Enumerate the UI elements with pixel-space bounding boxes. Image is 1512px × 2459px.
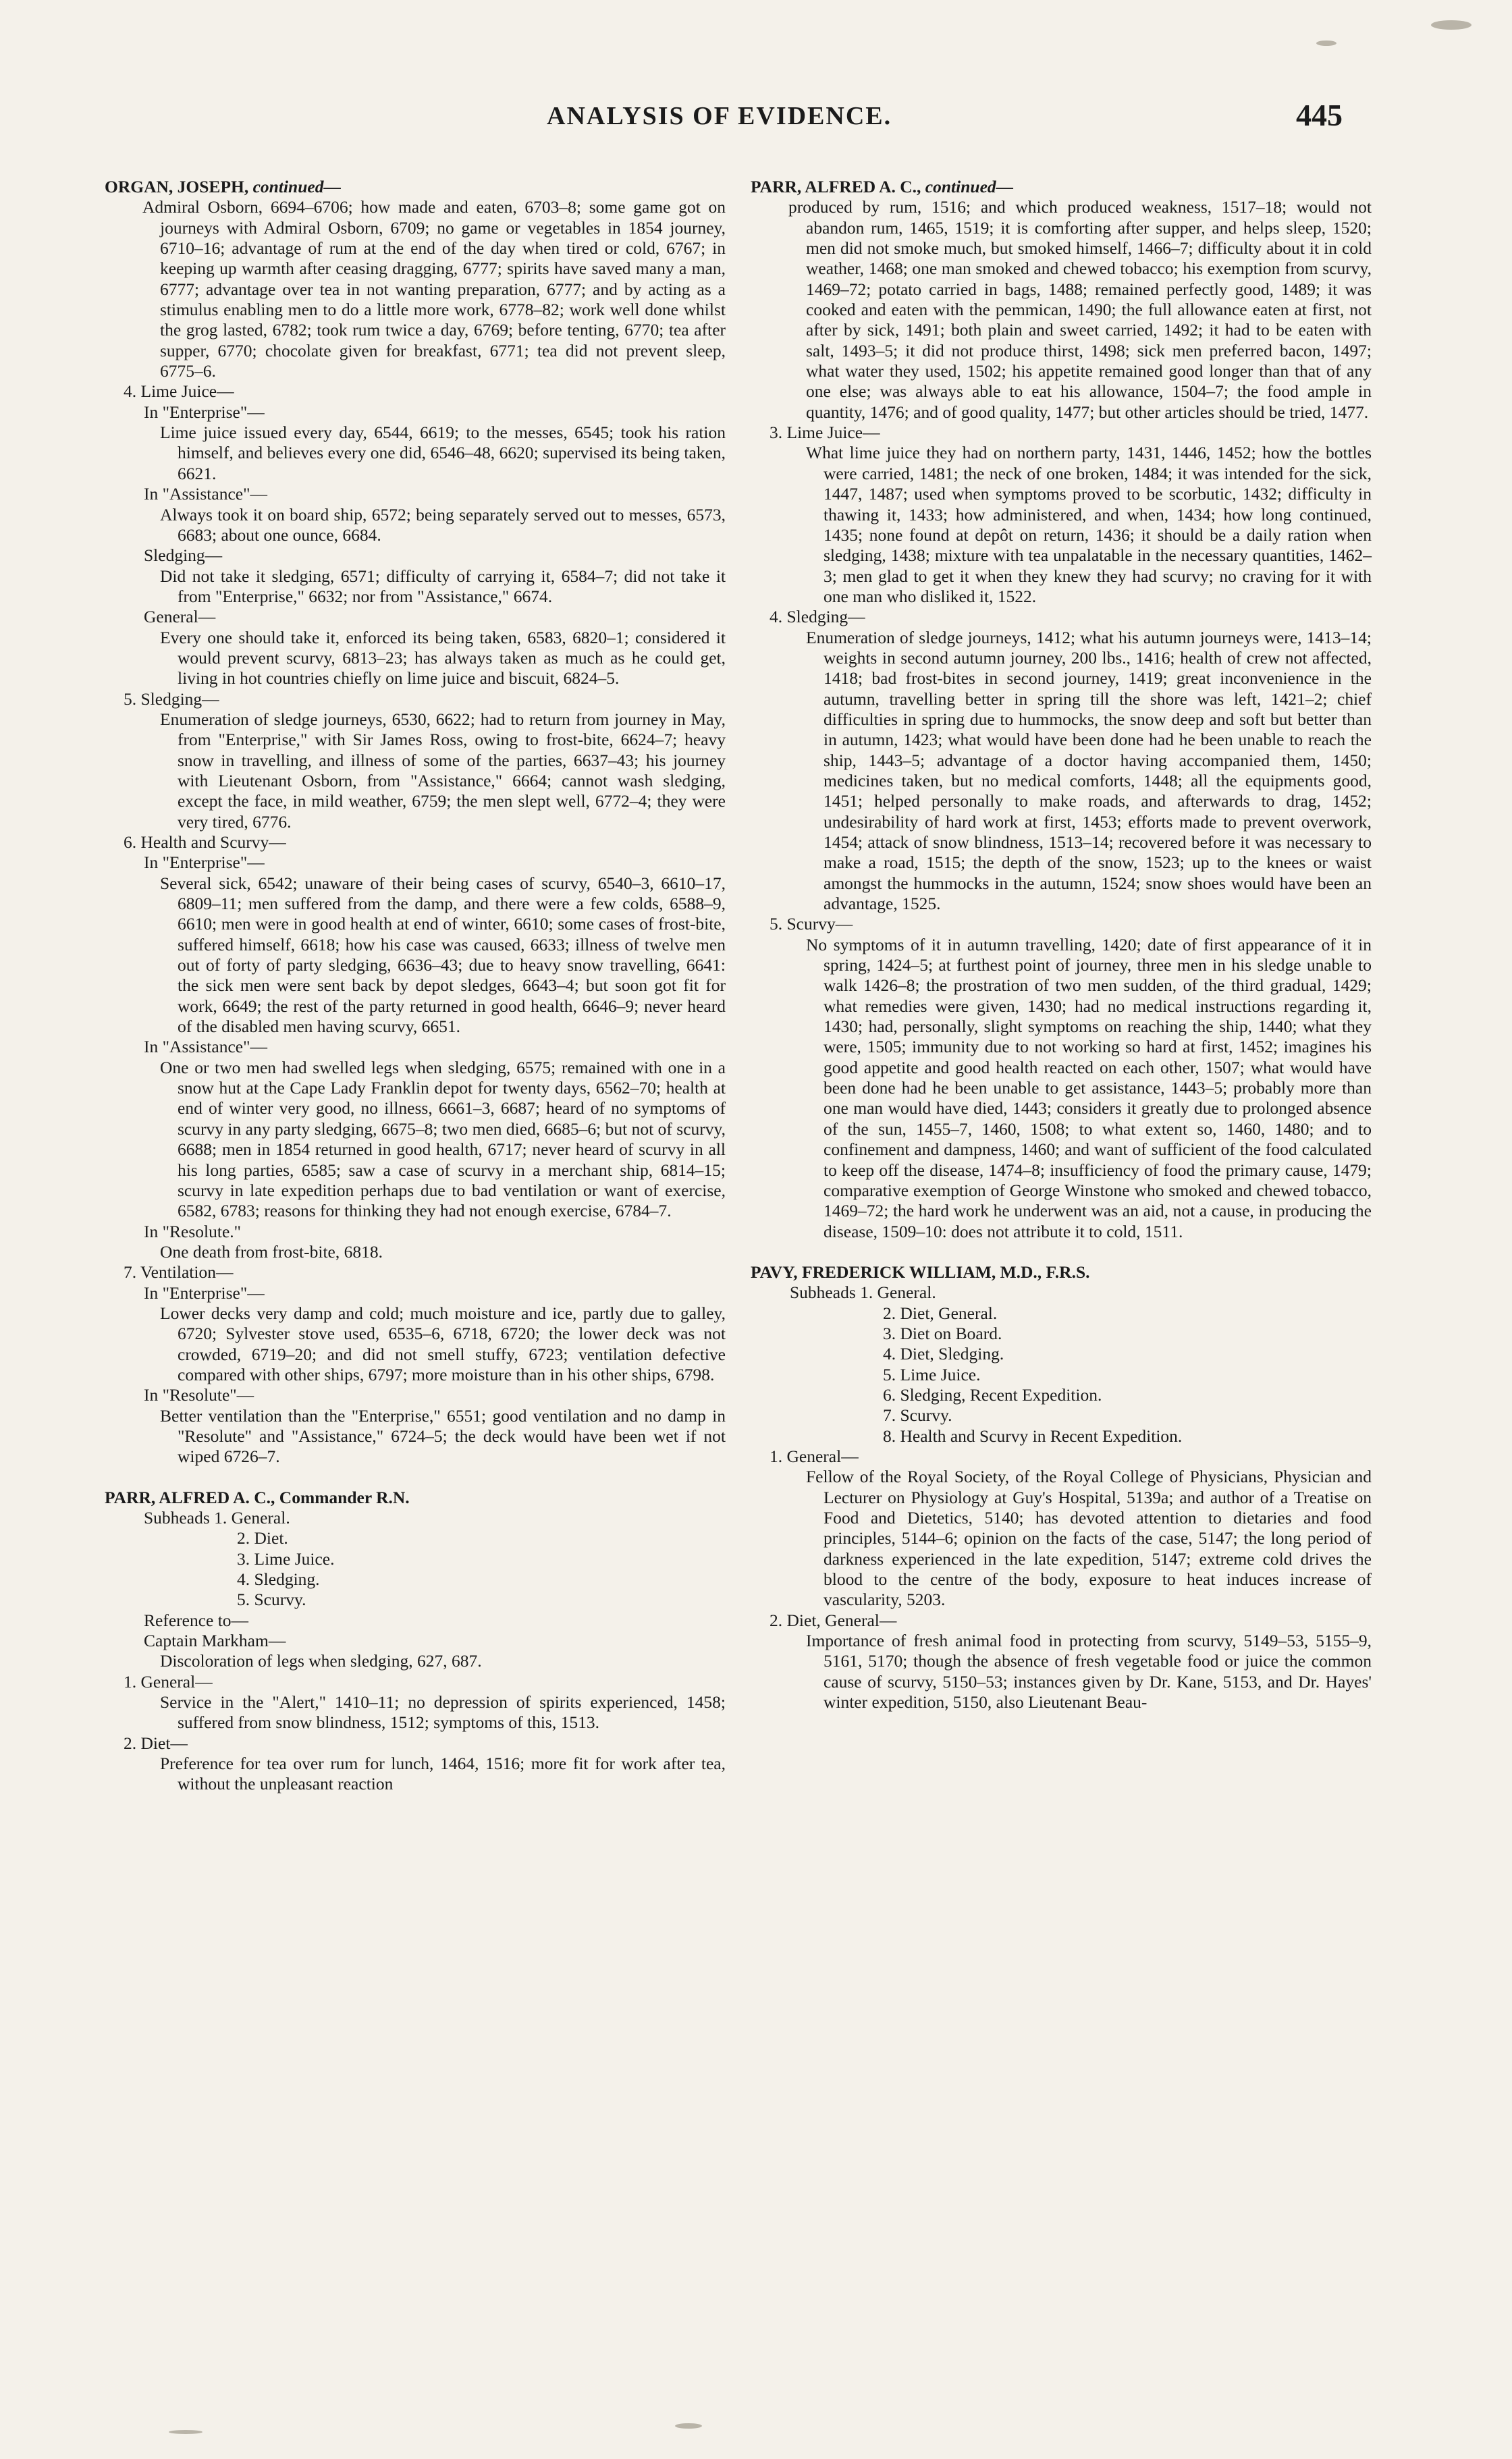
scan-speck — [1431, 20, 1472, 30]
right-column — [751, 177, 1372, 1712]
continued-label: continued— — [252, 177, 341, 196]
subsection-heading: In "Assistance"— — [144, 1037, 267, 1057]
entry-text: Did not take it sledging, 6571; difficulty of carrying it, 6584–7; did not take it from "Enterprise," 6632; nor from "Assistance," 6674. — [160, 566, 726, 606]
entry-text: One death from frost-bite, 6818. — [160, 1241, 383, 1262]
entry-text: Preference for tea over rum for lunch, 1464, 1516; more fit for work after tea, without the unpleasant reaction — [160, 1754, 726, 1794]
scan-speck — [169, 2430, 202, 2434]
entry-text: Better ventilation than the "Enterprise," 6551; good ventilation and no damp in "Resolute" and "Assistance," 6724–5; the deck would have been wet if not wiped 6726–7. — [160, 1405, 726, 1467]
scan-speck — [675, 2423, 702, 2429]
subsection-heading: Reference to— — [144, 1610, 249, 1630]
subsection-heading: In "Resolute"— — [144, 1385, 254, 1405]
section-heading: 2. Diet, General— — [770, 1610, 897, 1630]
subheads-list-item: 2. Diet. — [237, 1528, 288, 1548]
section-heading: 6. Health and Scurvy— — [124, 832, 286, 852]
entry-heading-organ — [105, 177, 726, 197]
subheads-list-item: 4. Sledging. — [237, 1569, 320, 1590]
subsection-heading: In "Enterprise"— — [144, 1282, 265, 1303]
section-heading: 4. Sledging— — [770, 607, 865, 627]
entry-text: Enumeration of sledge journeys, 6530, 6622; had to return from journey in May, from "Enterprise," with Sir James Ross, owing to frost-bite, 6624–7; heavy snow in travelling, and illness of some of the parties, 6637–43; his journey with Lieutenant Osborn, from "Assistance," 6664; cannot wash sledging, except the face, in mild weather, 6759; the men slept well, 6772–4; they were very tired, 6776. — [160, 709, 726, 832]
entry-text: Discoloration of legs when sledging, 627, 687. — [160, 1651, 482, 1671]
spacer — [105, 1467, 726, 1488]
entry-text: Lime juice issued every day, 6544, 6619; to the messes, 6545; took his ration himself, and believes every one did, 6546–48, 6620; supervised its being taken, 6621. — [160, 423, 726, 483]
subheads-list-item: 3. Diet on Board. — [883, 1323, 1002, 1343]
subsection-heading: In "Enterprise"— — [144, 853, 265, 873]
subheads-list-item: 7. Scurvy. — [883, 1405, 952, 1426]
subsection-heading: General— — [144, 607, 216, 627]
subsection-heading: In "Enterprise"— — [144, 402, 265, 422]
entry-text: What lime juice they had on northern party, 1431, 1446, 1452; how the bottles were carried, 1481; the neck of one broken, 1484; it was intended for the sick, 1447, 1487; used when symptoms proved to be scorbutic, 1432; difficulty in thawing it, 1433; how administered, and when, 1434; how long continued, 1435; none found at depôt on return, 1436; it should be a daily ration when sledging, 1438; mixture with tea unpalatable in the necessary quantities, 1462–3; men glad to get it when they knew they had scurvy; no craving for it with one man who disliked it, 1522. — [806, 443, 1372, 606]
page-number: 445 — [1296, 98, 1343, 132]
left-column — [105, 177, 726, 1795]
section-heading: 7. Ventilation— — [124, 1262, 234, 1282]
section-heading: 4. Lime Juice— — [124, 381, 234, 402]
subheads-list-item: 6. Sledging, Recent Expedition. — [883, 1384, 1102, 1405]
entry-text: Importance of fresh animal food in protecting from scurvy, 5149–53, 5155–9, 5161, 5170; though the absence of fresh vegetable food or juice the common cause of scurvy, 5150–53; instances given by Dr. Kane, 5153, and Dr. Hayes' winter expedition, 5150, also Lieutenant Beau- — [806, 1631, 1372, 1712]
subheads-list-item: 2. Diet, General. — [883, 1303, 998, 1323]
running-title: ANALYSIS OF EVIDENCE. — [547, 102, 892, 130]
section-heading: 3. Lime Juice— — [770, 423, 880, 443]
section-heading: 1. General— — [770, 1446, 859, 1466]
entry-name: PARR, ALFRED A. C., — [751, 177, 921, 196]
subheads-list-item: Subheads 1. General. — [790, 1282, 936, 1303]
entry-text: Service in the "Alert," 1410–11; no depression of spirits experienced, 1458; suffered from snow blindness, 1512; symptoms of this, 1513. — [160, 1692, 726, 1733]
continued-label: continued— — [925, 177, 1014, 196]
entry-name: PARR, ALFRED A. C., Commander R.N. — [105, 1487, 410, 1507]
entry-text: Enumeration of sledge journeys, 1412; what his autumn journeys were, 1413–14; weights in second autumn journey, 200 lbs., 1416; health of crew not affected, 1418; bad frost-bites in second journey, 1419; great inconvenience in the autumn, travelling better in spring till the shore was left, 1421–2; chief difficulties in spring due to hummocks, the snow deep and soft but better than in autumn, 1423; what would have been done had he been unable to reach the ship, 1443–5; advantage of a doctor having accompanied them, 1450; medicines taken, but no medical comforts, 1448; all the equipments good, 1451; helped personally to make roads, and afterwards to drag, 1452; undesirability of hard work at first, 1453; efforts made to prevent overwork, 1454; attack of snow blindness, 1513–14; recovered before it was necessary to make a road, 1515; the depth of the snow, 1523; up to the knees or waist amongst the hummocks in the autumn, 1524; snow shoes would have been an advantage, 1525. — [806, 627, 1372, 914]
entry-text: No symptoms of it in autumn travelling, 1420; date of first appearance of it in spring, 1424–5; at furthest point of journey, three men in his sledge unable to walk 1426–8; the prostration of two men sudden, of the third gradual, 1429; what remedies were given, 1430; had no medical instructions regarding it, 1430; had, personally, slight symptoms on reaching the ship, 1440; what they were, 1505; immunity due to not working so hard at first, 1452; imagines his good appetite and good health reacted on each other, 1507; what would have been done had he been unable to get assistance, 1443–5; probably more than one man would have died, 1443; considers it greatly due to prolonged absence of the sun, 1455–7, 1460, 1508; to what extent so, 1460, 1480; and to confinement and dampness, 1460; and want of sufficient of the food calculated to keep off the disease, 1474–8; insufficiency of food the primary cause, 1479; comparative exemption of George Winstone who smoked and chewed tobacco, 1469–72; the hard work he underwent was an aid, not a cause, in producing the disease, 1509–10: does not attribute it to cold, 1511. — [806, 934, 1372, 1241]
subheads-list-item: 3. Lime Juice. — [237, 1548, 335, 1569]
subheads-list-item: 4. Diet, Sledging. — [883, 1344, 1004, 1364]
subsection-heading: In "Assistance"— — [144, 484, 267, 504]
subheads-list-item: 5. Scurvy. — [237, 1590, 306, 1610]
subheads-list-item: 8. Health and Scurvy in Recent Expedition. — [883, 1426, 1183, 1446]
page-header — [0, 98, 1512, 148]
entry-text: produced by rum, 1516; and which produced weakness, 1517–18; would not abandon rum, 1465, 1519; it is comforting after supper, and helps sleep, 1520; men did not smoke much, but smoked himself, 1466–7; difficulty about it in cold weather, 1468; one man smoked and chewed tobacco; his exemption from scurvy, 1469–72; potato carried in bags, 1488; remained perfectly good, 1489; it was cooked and eaten with the pemmican, 1490; the full allowance eaten at first, not after by sick, 1491; both plain and sweet carried, 1492; it had to be eaten with salt, 1493–5; it did not produce thirst, 1498; sick men preferred bacon, 1497; what water they used, 1502; his appetite remained good longer than that of any one else; was always able to eat his allowance, 1504–7; the food ample in quantity, 1476; and of good quality, 1477; but other articles should be tried, 1477. — [788, 197, 1372, 422]
section-heading: 1. General— — [124, 1671, 213, 1692]
entry-text: Several sick, 6542; unaware of their being cases of scurvy, 6540–3, 6610–17, 6809–11; men suffered from the damp, and there were a few colds, 6588–9, 6610; men were in good health at end of winter, 6610; some cases of frost-bite, suffered himself, 6618; how his case was caused, 6633; illness of twelve men out of forty of party sledging, 6636–43; due to heavy snow travelling, 6641: the sick men were sent back by depot sledges, 6643–4; but soon got fit for work, 6649; the rest of the party returned in good health, 6646–9; never heard of the disabled men having scurvy, 6651. — [160, 873, 726, 1037]
entry-heading-pavy — [751, 1262, 1372, 1282]
entry-text: Lower decks very damp and cold; much moisture and ice, partly due to galley, 6720; Sylvester stove used, 6535–6, 6718, 6720; the lower deck was not crowded, 6719–20; and did not smell stuffy, 6723; ventilation defective compared with other ships, 6797; more moisture than in his other ships, 6798. — [160, 1303, 726, 1384]
spacer — [751, 1242, 1372, 1262]
entry-text: Admiral Osborn, 6694–6706; how made and eaten, 6703–8; some game got on journeys with Admiral Osborn, 6709; no game or vegetables in 1854 journey, 6710–16; advantage of rum at the end of the day when tired or cold, 6767; in keeping up warmth after ceasing dragging, 6777; spirits have saved many a man, 6777; advantage over tea in not wanting preparation, 6777; and by acting as a stimulus enabling men to do a little more work, 6778–82; work well done whilst the grog lasted, 6782; took rum twice a day, 6769; before tenting, 6770; tea after supper, 6770; chocolate given for breakfast, 6771; tea did not prevent sleep, 6775–6. — [142, 197, 726, 381]
subheads-list-item: Subheads 1. General. — [144, 1508, 290, 1528]
section-heading: 2. Diet— — [124, 1733, 188, 1753]
entry-text: Always took it on board ship, 6572; being separately served out to messes, 6573, 6683; about one ounce, 6684. — [160, 504, 726, 545]
subsection-heading: Sledging— — [144, 545, 223, 566]
subheads-list-item: 5. Lime Juice. — [883, 1364, 981, 1384]
entry-text: One or two men had swelled legs when sledging, 6575; remained with one in a snow hut at the Cape Lady Franklin depot for twenty days, 6562–70; health at end of winter very good, no illness, 6661–3, 6687; heard of no symptoms of scurvy in any party sledging, 6675–8; two men died, 6685–6; but not of scurvy, 6688; men in 1854 returned in good health, 6717; never heard of scurvy in all his long parties, 6585; saw a case of scurvy in a merchant ship, 6814–15; scurvy in late expedition perhaps due to bad ventilation or want of exercise, 6582, 6783; reasons for thinking they had not enough exercise, 6784–7. — [160, 1057, 726, 1221]
section-heading: 5. Scurvy— — [770, 914, 853, 934]
subsection-heading: Captain Markham— — [144, 1631, 286, 1651]
entry-heading-parr — [105, 1488, 726, 1508]
entry-name: ORGAN, JOSEPH, — [105, 177, 249, 196]
subsection-heading: In "Resolute." — [144, 1221, 242, 1241]
entry-heading-parr-continued — [751, 177, 1372, 197]
section-heading: 5. Sledging— — [124, 688, 219, 709]
scan-speck — [1316, 40, 1336, 46]
entry-name: PAVY, FREDERICK WILLIAM, M.D., F.R.S. — [751, 1262, 1090, 1282]
entry-text: Fellow of the Royal Society, of the Royal College of Physicians, Physician and Lecturer on Physiology at Guy's Hospital, 5139a; and author of a Treatise on Food and Dietetics, 5140; has devoted attention to dietaries and food principles, 5144–6; opinion on the facts of the case, 5147; the long period of darkness experienced in the late expedition, 5147; extreme cold drives the blood to the centre of the body, exposure to heat induces increase of vascularity, 5203. — [806, 1467, 1372, 1610]
entry-text: Every one should take it, enforced its being taken, 6583, 6820–1; considered it would prevent scurvy, 6813–23; has always taken as much as he could get, living in hot countries chiefly on lime juice and biscuit, 6824–5. — [160, 627, 726, 688]
